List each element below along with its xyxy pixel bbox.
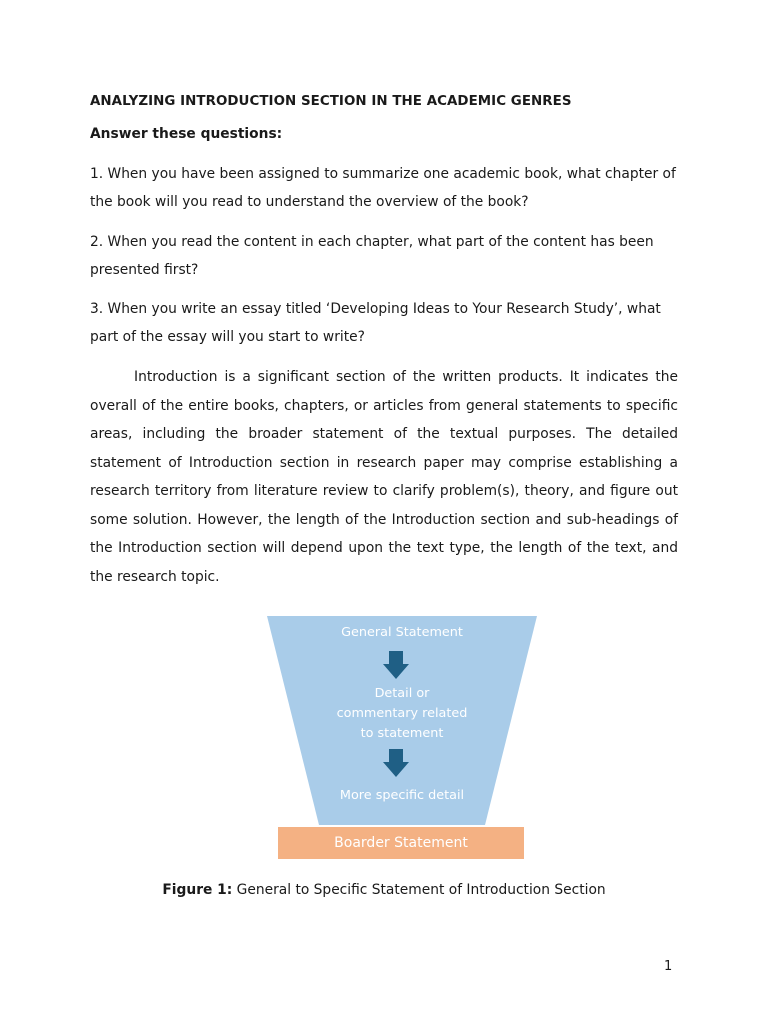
page-number: 1	[664, 959, 673, 974]
question-3: 3. When you write an essay titled ‘Developing Ideas to Your Research Study’, what part of the essay will you start to write?	[90, 301, 661, 345]
question-1: 1. When you have been assigned to summarize one academic book, what chapter of the book will you read to understand the overview of the book?	[90, 166, 676, 210]
detail-commentary-label	[300, 684, 504, 744]
detail-line-1: Detail or	[374, 686, 430, 701]
down-arrow-icon	[383, 749, 409, 777]
detail-line-3: to statement	[360, 726, 444, 741]
down-arrow-icon	[383, 651, 409, 679]
questions-subheading: Answer these questions:	[90, 126, 283, 142]
figure-caption-text: General to Specific Statement of Introduction Section	[232, 882, 606, 898]
detail-line-2: commentary related	[336, 706, 468, 721]
general-statement-label: General Statement	[341, 625, 463, 640]
document-heading: ANALYZING INTRODUCTION SECTION IN THE ACADEMIC GENRES	[90, 94, 572, 109]
boarder-statement-box: Boarder Statement	[278, 827, 524, 859]
introduction-paragraph: Introduction is a significant section of the written products. It indicates the overall of the entire books, chapters, or articles from general statements to specific areas, including the broader statement of the textual purposes. The detailed statement of Introduction section in research paper may comprise establishing a research territory from literature review to clarify problem(s), theory, and figure out some solution. However, the length of the Introduction section and sub-headings of the Introduction section will depend upon the text type, the length of the text, and the research topic.	[90, 369, 678, 585]
figure-caption	[0, 882, 768, 898]
question-2: 2. When you read the content in each chapter, what part of the content has been presented first?	[90, 234, 654, 278]
more-specific-detail-label: More specific detail	[339, 788, 465, 803]
figure-caption-label: Figure 1:	[162, 882, 233, 898]
